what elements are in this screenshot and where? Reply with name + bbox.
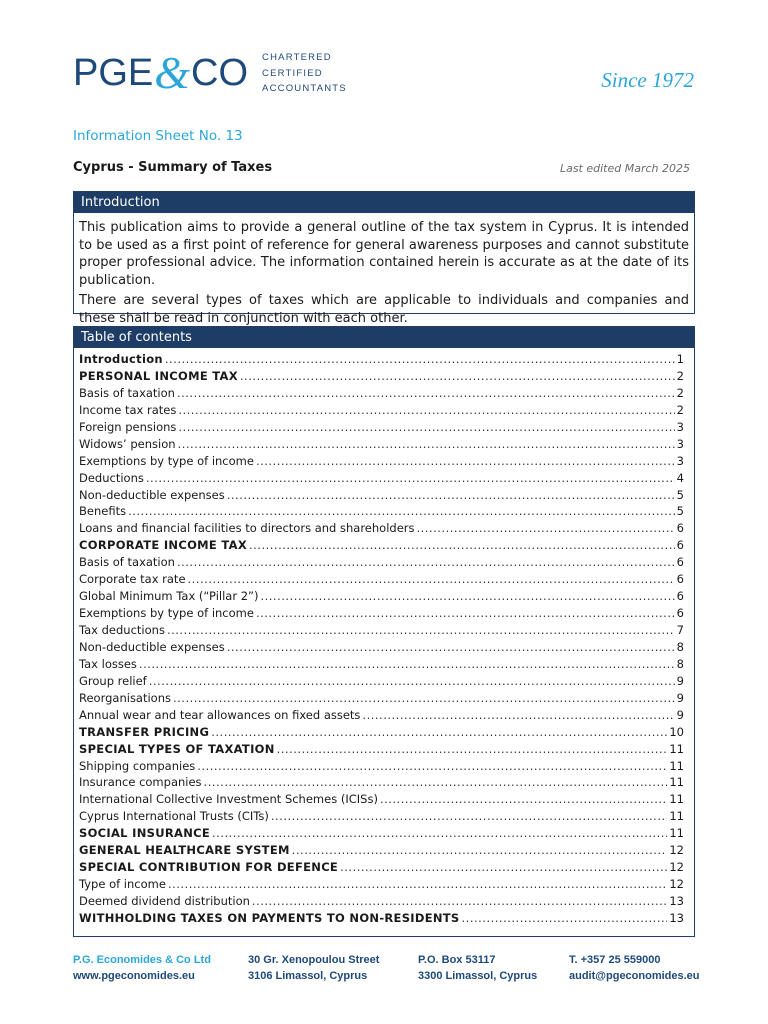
toc-entry-page: 9 <box>676 673 684 688</box>
introduction-section <box>73 191 695 326</box>
toc-entry[interactable] <box>79 488 684 505</box>
toc-entry-title: Tax deductions <box>79 623 165 637</box>
toc-entry-title: Exemptions by type of income <box>79 606 254 621</box>
toc-entry-title: Cyprus International Trusts (CITs) <box>79 809 269 824</box>
toc-entry[interactable] <box>79 572 684 589</box>
footer-company-col <box>73 952 211 984</box>
toc-entry-title: WITHHOLDING TAXES ON PAYMENTS TO NON-RESIDENTS <box>79 910 460 925</box>
footer-street: 30 Gr. Xenopoulou Street <box>248 954 380 966</box>
toc-dot-leader <box>380 792 667 806</box>
toc-entry-title: SPECIAL TYPES OF TAXATION <box>79 741 275 756</box>
toc-entry[interactable] <box>79 386 684 403</box>
toc-entry-page: 11 <box>669 775 684 790</box>
toc-dot-leader <box>240 369 675 383</box>
toc-entry-page: 12 <box>669 843 684 858</box>
toc-entry[interactable] <box>79 894 684 911</box>
toc-entry[interactable] <box>79 623 684 640</box>
company-logo <box>73 47 347 99</box>
page-footer <box>0 952 768 992</box>
toc-dot-leader <box>188 572 675 586</box>
toc-dot-leader <box>177 386 675 400</box>
toc-dot-leader <box>146 471 675 485</box>
toc-entry-page: 13 <box>669 894 684 908</box>
toc-dot-leader <box>260 589 674 603</box>
toc-entry[interactable] <box>79 606 684 623</box>
introduction-body <box>74 213 694 327</box>
toc-entry-page: 11 <box>669 826 684 841</box>
toc-entry-page: 6 <box>676 572 684 587</box>
footer-address-col <box>248 952 379 984</box>
toc-dot-leader <box>256 454 675 468</box>
toc-entry-page: 12 <box>669 877 684 892</box>
toc-entry-title: Benefits <box>79 504 127 519</box>
toc-dot-leader <box>197 759 667 773</box>
toc-dot-leader <box>211 725 667 739</box>
last-edited-note: Last edited March 2025 <box>559 162 690 175</box>
toc-heading: Table of contents <box>74 327 694 348</box>
toc-dot-leader <box>212 826 667 840</box>
page-header <box>0 0 768 120</box>
toc-dot-leader <box>417 521 675 535</box>
toc-entry-page: 3 <box>676 436 684 451</box>
toc-entry[interactable] <box>79 809 684 826</box>
toc-entry[interactable] <box>79 369 684 386</box>
logo-desc-line-1: CHARTERED <box>262 52 332 63</box>
footer-city: 3106 Limassol, Cyprus <box>248 970 368 982</box>
toc-entry-title: Corporate tax rate <box>79 572 186 587</box>
toc-entry-title: Deductions <box>79 470 144 485</box>
toc-entry-title: CORPORATE INCOME TAX <box>79 538 247 553</box>
toc-entry[interactable] <box>79 437 684 454</box>
toc-entry-title: Basis of taxation <box>79 385 175 400</box>
logo-desc-line-3: ACCOUNTANTS <box>262 83 347 94</box>
toc-entry[interactable] <box>79 674 684 691</box>
introduction-paragraph-1: This publication aims to provide a general outline of the tax system in Cyprus. It is intended to be used as a first point of reference for general awareness purposes and cannot substitute proper professional advice. The information contained herein is accurate as at the date of its publication. <box>79 220 689 288</box>
toc-entry[interactable] <box>79 504 684 521</box>
footer-pobox-col <box>418 952 537 984</box>
toc-entry[interactable] <box>79 708 684 725</box>
toc-dot-leader <box>256 606 675 620</box>
logo-text-right: CO <box>191 52 249 95</box>
toc-dot-leader <box>178 403 674 417</box>
toc-entry-title: Group relief <box>79 673 147 688</box>
toc-entry-title: Income tax rates <box>79 402 177 417</box>
toc-entry-page: 2 <box>676 385 684 400</box>
toc-entry[interactable] <box>79 589 684 606</box>
toc-dot-leader <box>249 538 675 552</box>
toc-entry-page: 1 <box>676 352 684 366</box>
toc-dot-leader <box>173 691 675 705</box>
toc-entry-page: 6 <box>676 538 684 553</box>
logo-ampersand: & <box>154 47 191 99</box>
toc-entry-page: 11 <box>669 809 684 824</box>
toc-entry-title: Foreign pensions <box>79 419 177 434</box>
toc-entry[interactable] <box>79 759 684 776</box>
toc-entry-title: Global Minimum Tax (“Pillar 2”) <box>79 589 259 604</box>
toc-entry-page: 4 <box>676 470 684 485</box>
toc-entry-title: Shipping companies <box>79 758 196 773</box>
toc-entry-title: Loans and financial facilities to directors and shareholders <box>79 521 415 536</box>
toc-entry-title: Basis of taxation <box>79 555 175 570</box>
toc-entry[interactable] <box>79 352 684 369</box>
toc-entry[interactable] <box>79 521 684 538</box>
toc-entry-page: 11 <box>669 758 684 773</box>
toc-dot-leader <box>252 894 667 908</box>
toc-entry[interactable] <box>79 775 684 792</box>
toc-entry[interactable] <box>79 538 684 555</box>
toc-entry[interactable] <box>79 471 684 488</box>
toc-entry-title: Non-deductible expenses <box>79 639 225 654</box>
toc-entry[interactable] <box>79 860 684 877</box>
toc-entry-page: 5 <box>676 504 684 519</box>
footer-contact-col <box>569 952 700 984</box>
toc-entry-title: International Collective Investment Schemes (ICISs) <box>79 792 378 807</box>
toc-dot-leader <box>165 352 675 366</box>
logo-text-left: PGE <box>73 52 154 95</box>
toc-entry[interactable] <box>79 420 684 437</box>
toc-entry-page: 6 <box>676 521 684 536</box>
toc-entry-page: 8 <box>676 656 684 671</box>
table-of-contents <box>73 326 695 937</box>
toc-entry-title: GENERAL HEALTHCARE SYSTEM <box>79 843 290 858</box>
toc-entry[interactable] <box>79 657 684 674</box>
toc-dot-leader <box>178 437 675 451</box>
toc-entry[interactable] <box>79 911 684 928</box>
toc-entry-page: 9 <box>676 690 684 705</box>
footer-pobox-city: 3300 Limassol, Cyprus <box>418 970 538 982</box>
toc-entry[interactable] <box>79 725 684 742</box>
toc-entry-page: 3 <box>676 453 684 468</box>
toc-entry-title: SOCIAL INSURANCE <box>79 826 211 841</box>
toc-entry-page: 11 <box>669 792 684 807</box>
toc-entry-page: 8 <box>676 639 684 654</box>
toc-entry-page: 2 <box>676 368 684 383</box>
introduction-heading: Introduction <box>74 192 694 213</box>
toc-dot-leader <box>227 640 675 654</box>
toc-entry-title: Type of income <box>79 877 166 892</box>
toc-entry[interactable] <box>79 403 684 420</box>
toc-entry[interactable] <box>79 877 684 894</box>
toc-entry-title: Annual wear and tear allowances on fixed assets <box>79 707 361 722</box>
toc-dot-leader <box>204 775 668 789</box>
toc-dot-leader <box>178 420 674 434</box>
toc-dot-leader <box>168 877 667 891</box>
toc-entry-title: Tax losses <box>79 656 137 671</box>
document-title: Cyprus - Summary of Taxes <box>73 160 273 175</box>
toc-entry-page: 5 <box>676 487 684 502</box>
toc-dot-leader <box>462 911 668 925</box>
toc-entry[interactable] <box>79 640 684 657</box>
toc-entry-page: 10 <box>669 724 684 739</box>
toc-entry-title: Non-deductible expenses <box>79 487 225 502</box>
toc-entry[interactable] <box>79 454 684 471</box>
toc-dot-leader <box>227 488 675 502</box>
toc-entry-page: 9 <box>676 707 684 722</box>
toc-entry-page: 3 <box>676 419 684 434</box>
toc-entry-title: Widows’ pension <box>79 436 176 451</box>
toc-entry-title: Reorganisations <box>79 690 171 705</box>
toc-entry-title: Deemed dividend distribution <box>79 894 250 908</box>
footer-pobox: P.O. Box 53117 <box>418 954 496 966</box>
footer-phone: T. +357 25 559000 <box>569 954 661 966</box>
introduction-paragraph-2: There are several types of taxes which are applicable to individuals and companies and these shall be read in conjunction with each other. <box>79 293 689 326</box>
toc-entry-title: SPECIAL CONTRIBUTION FOR DEFENCE <box>79 860 339 875</box>
toc-entry-title: Insurance companies <box>79 775 202 790</box>
footer-company-name: P.G. Economides & Co Ltd <box>73 954 211 966</box>
toc-entry[interactable] <box>79 555 684 572</box>
logo-descriptor <box>262 50 347 97</box>
toc-list <box>74 348 694 928</box>
toc-entry-page: 6 <box>676 606 684 621</box>
toc-dot-leader <box>271 809 668 823</box>
logo-desc-line-2: CERTIFIED <box>262 67 323 79</box>
toc-entry[interactable] <box>79 691 684 708</box>
toc-entry-page: 6 <box>676 589 684 604</box>
toc-entry-page: 7 <box>676 623 684 637</box>
toc-entry[interactable] <box>79 742 684 759</box>
toc-dot-leader <box>340 860 667 874</box>
toc-entry-page: 11 <box>669 741 684 756</box>
toc-dot-leader <box>149 674 675 688</box>
toc-dot-leader <box>128 504 675 518</box>
toc-entry[interactable] <box>79 826 684 843</box>
toc-entry[interactable] <box>79 792 684 809</box>
toc-dot-leader <box>139 657 675 671</box>
toc-dot-leader <box>277 742 668 756</box>
toc-entry-page: 13 <box>669 910 684 925</box>
toc-entry-page: 2 <box>676 402 684 417</box>
toc-entry-title: Exemptions by type of income <box>79 453 254 468</box>
toc-dot-leader <box>362 708 674 722</box>
toc-entry[interactable] <box>79 843 684 860</box>
toc-entry-page: 12 <box>669 860 684 875</box>
toc-dot-leader <box>177 555 675 569</box>
footer-email-link[interactable]: audit@pgeconomides.eu <box>569 970 700 982</box>
toc-entry-title: PERSONAL INCOME TAX <box>79 368 238 383</box>
sheet-number: Information Sheet No. 13 <box>73 128 243 144</box>
toc-dot-leader <box>167 623 675 637</box>
toc-entry-title: Introduction <box>79 352 163 366</box>
since-tagline: Since 1972 <box>601 68 694 92</box>
footer-website-link[interactable]: www.pgeconomides.eu <box>73 970 195 982</box>
toc-entry-title: TRANSFER PRICING <box>79 724 210 739</box>
toc-dot-leader <box>292 843 668 857</box>
toc-entry-page: 6 <box>676 555 684 570</box>
